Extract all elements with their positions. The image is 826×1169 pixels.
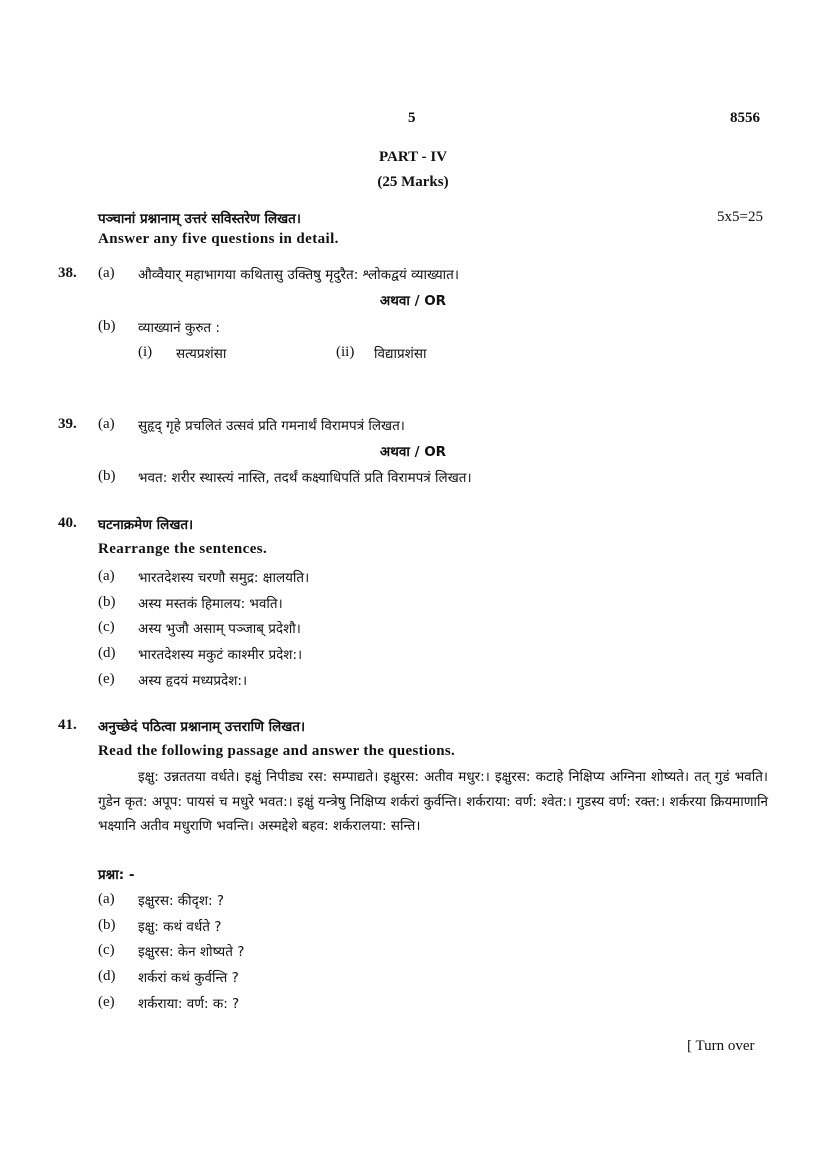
- q38-a-text: औव्वैयार् महाभागया कथितासु उक्तिषु मृदुरैत: श्लोकद्वयं व्याख्यात।: [138, 267, 459, 283]
- question-number-38: 38.: [58, 265, 77, 281]
- q41-question-label: (d): [98, 968, 116, 984]
- q40-heading: घटनाक्रमेण लिखत।: [98, 517, 194, 533]
- q41-question-text: इक्षु: कथं वर्धते ?: [138, 919, 222, 935]
- q40-item-label: (a): [98, 568, 115, 584]
- q41-question-label: (b): [98, 917, 116, 933]
- q40-item-label: (b): [98, 594, 116, 610]
- question-number-40: 40.: [58, 515, 77, 531]
- q38-i-label: (i): [138, 344, 153, 360]
- q41-heading: अनुच्छेदं पठित्वा प्रश्नानाम् उत्तराणि लिखत।: [98, 719, 306, 735]
- q41-english: Read the following passage and answer the questions.: [98, 743, 456, 759]
- instructions-english: Answer any five questions in detail.: [98, 231, 339, 247]
- q41-question-label: (c): [98, 942, 115, 958]
- q40-item-text: अस्य भुजौ असाम् पञ्जाब् प्रदेशौ।: [138, 621, 301, 637]
- paper-code: 8556: [730, 110, 760, 126]
- part-marks: (25 Marks): [377, 174, 449, 190]
- q39-a-label: (a): [98, 416, 115, 432]
- q40-item-text: भारतदेशस्य मकुटं काश्मीर प्रदेश:।: [138, 647, 303, 663]
- q38-b-text: व्याख्यानं कुरुत :: [138, 320, 220, 336]
- q41-question-text: शर्करां कथं कुर्वन्ति ?: [138, 970, 239, 986]
- q40-item-text: अस्य मस्तकं हिमालय: भवति।: [138, 596, 283, 612]
- q40-item-label: (e): [98, 671, 115, 687]
- marks-scheme: 5x5=25: [717, 209, 763, 225]
- q41-question-label: (e): [98, 994, 115, 1010]
- page-number: 5: [408, 110, 416, 126]
- q40-item-label: (d): [98, 645, 116, 661]
- q38-ii-label: (ii): [336, 344, 355, 360]
- q39-b-label: (b): [98, 468, 116, 484]
- q38-or: अथवा / OR: [379, 293, 447, 309]
- q38-ii-text: विद्याप्रशंसा: [374, 346, 427, 362]
- q41-question-text: शर्कराया: वर्ण: क: ?: [138, 996, 240, 1012]
- q39-b-text: भवत: शरीर स्थास्त्यं नास्ति, तदर्थं कक्ष्याधिपतिं प्रति विरामपत्रं लिखत।: [138, 470, 472, 486]
- q41-passage: इक्षु: उन्नततया वर्धते। इक्षुं निपीड्य रस: सम्पाद्यते। इक्षुरस: अतीव मधुर:। इक्षुरस: कटाहे निक्षिप्य अग्निना शोष्यते। तत् गुडं भवति। गुडेन कृत: अपूप: पायसं च मधुरे भवत:। इक्षुं यन्त्रेषु निक्षिप्य शर्करां कुर्वन्ति। शर्कराया: वर्ण: श्वेत:। गुडस्य वर्ण: रक्त:। शर्करया क्रियमाणानि भक्ष्यानि अतीव मधुराणि भवन्ति। अस्मद्देशे बहव: शर्करालया: सन्ति।: [98, 769, 768, 834]
- q40-item-text: अस्य हृदयं मध्यप्रदेश:।: [138, 673, 248, 689]
- q38-i-text: सत्यप्रशंसा: [176, 346, 227, 362]
- question-number-39: 39.: [58, 416, 77, 432]
- q40-english: Rearrange the sentences.: [98, 541, 268, 557]
- q41-questions-heading: प्रश्ना: -: [98, 867, 135, 883]
- part-title: PART - IV: [378, 149, 448, 165]
- q39-or: अथवा / OR: [379, 444, 447, 460]
- question-number-41: 41.: [58, 717, 77, 733]
- q38-a-label: (a): [98, 265, 115, 281]
- instructions-sanskrit: पञ्चानां प्रश्नानाम् उत्तरं सविस्तरेण लिखत।: [98, 211, 301, 227]
- q40-item-label: (c): [98, 619, 115, 635]
- turn-over: [ Turn over: [687, 1038, 755, 1054]
- q38-b-label: (b): [98, 318, 116, 334]
- q41-question-text: इक्षुरस: केन शोष्यते ?: [138, 944, 245, 960]
- q39-a-text: सुहृद् गृहे प्रचलितं उत्सवं प्रति गमनार्थं विरामपत्रं लिखत।: [138, 418, 405, 434]
- q41-question-text: इक्षुरस: कीदृश: ?: [138, 893, 225, 909]
- q40-item-text: भारतदेशस्य चरणौ समुद्र: क्षालयति।: [138, 570, 310, 586]
- q41-question-label: (a): [98, 891, 115, 907]
